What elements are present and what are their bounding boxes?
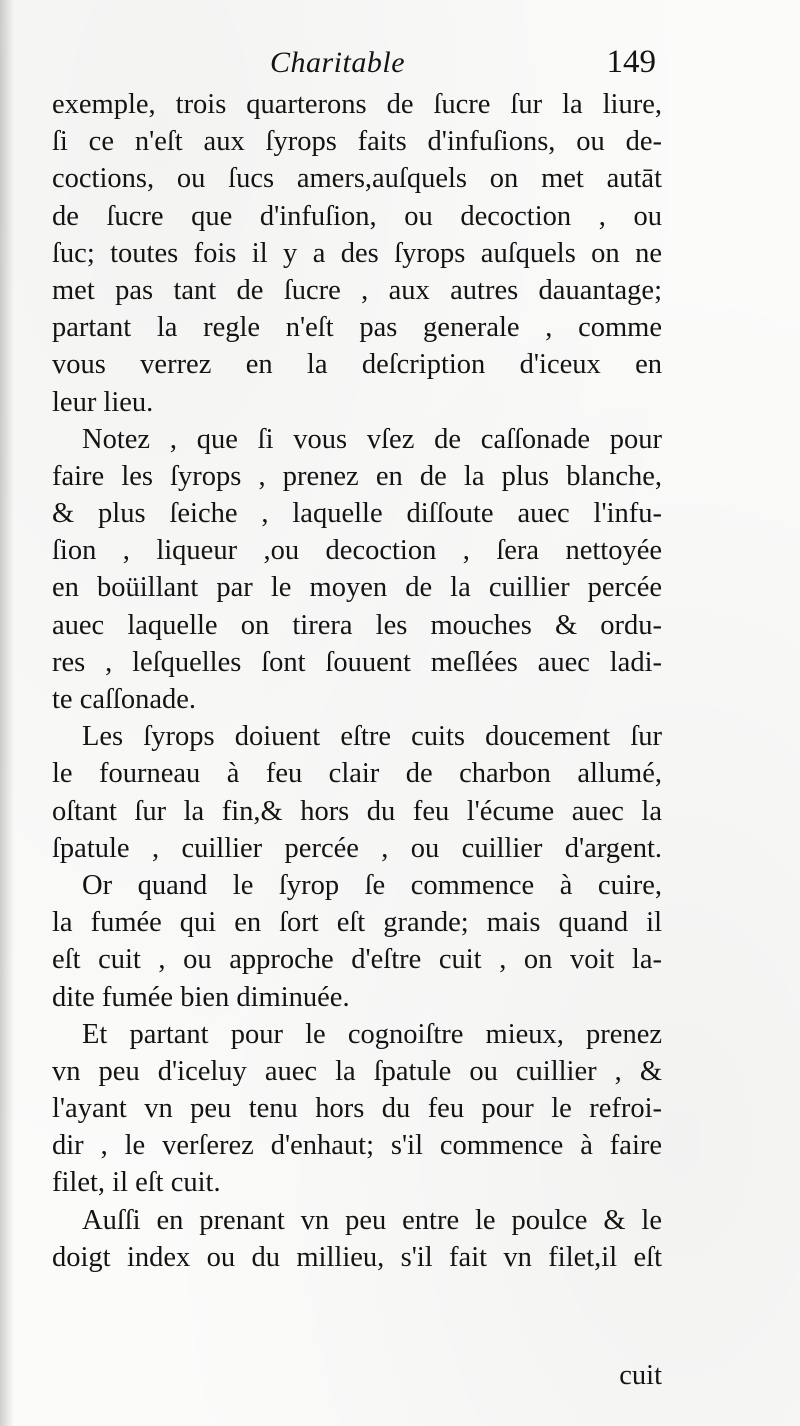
text-line: eſt cuit , ou approche d'eſtre cuit , on voit la- xyxy=(52,944,662,976)
text-line: de ſucre que d'infuſion, ou decoction , ou xyxy=(52,200,662,232)
text-line: le fourneau à feu clair de charbon allumé, xyxy=(52,758,662,790)
catchword: cuit xyxy=(619,1360,662,1391)
text-line: Les ſyrops doiuent eſtre cuits doucement ſur xyxy=(82,721,662,753)
text-line: filet, il eſt cuit. xyxy=(52,1167,221,1199)
text-line: dite fumée bien diminuée. xyxy=(52,981,350,1013)
text-line: la fumée qui en ſort eſt grande; mais quand il xyxy=(52,907,662,939)
text-line: & plus ſeiche , laquelle diſſoute auec l'infu- xyxy=(52,498,662,530)
page-header xyxy=(52,42,662,90)
text-line: dir , le verſerez d'enhaut; s'il commence à faire xyxy=(52,1130,662,1162)
text-line: oſtant ſur la fin,& hors du feu l'écume auec la xyxy=(52,795,662,827)
text-line: leur lieu. xyxy=(52,386,154,418)
text-line: l'ayant vn peu tenu hors du feu pour le refroi- xyxy=(52,1093,662,1125)
text-line: auec laquelle on tirera les mouches & ordu- xyxy=(52,609,662,641)
text-line: Notez , que ſi vous vſez de caſſonade pour xyxy=(82,423,662,455)
text-line: ſuc; toutes fois il y a des ſyrops auſquels on ne xyxy=(52,237,662,269)
text-line: res , leſquelles ſont ſouuent meſlées auec ladi- xyxy=(52,646,662,678)
text-line: partant la regle n'eſt pas generale , comme xyxy=(52,312,662,344)
text-line: met pas tant de ſucre , aux autres dauantage; xyxy=(52,274,662,306)
text-line: ſi ce n'eſt aux ſyrops faits d'infuſions, ou de- xyxy=(52,126,662,158)
text-line: ſion , liqueur ,ou decoction , ſera nettoyée xyxy=(52,535,662,567)
page-gutter-shadow xyxy=(0,0,14,1426)
text-line: en boüillant par le moyen de la cuillier percée xyxy=(52,572,662,604)
text-line: coctions, ou ſucs amers,auſquels on met autāt xyxy=(52,163,662,195)
text-line: Et partant pour le cognoiſtre mieux, prenez xyxy=(82,1018,662,1050)
running-head: Charitable xyxy=(270,46,406,79)
text-line: vous verrez en la deſcription d'iceux en xyxy=(52,349,662,381)
page-number: 149 xyxy=(606,44,656,80)
text-line: te caſſonade. xyxy=(52,684,197,715)
text-line: doigt index ou du millieu, s'il fait vn filet,il eſt xyxy=(52,1241,662,1273)
text-line: faire les ſyrops , prenez en de la plus blanche, xyxy=(52,460,662,492)
body-text xyxy=(52,86,662,1276)
text-line: Or quand le ſyrop ſe commence à cuire, xyxy=(82,869,662,901)
text-line: vn peu d'iceluy auec la ſpatule ou cuillier , & xyxy=(52,1055,662,1087)
text-line: Auſſi en prenant vn peu entre le poulce & le xyxy=(82,1204,662,1236)
text-line: ſpatule , cuillier percée , ou cuillier d'argent. xyxy=(52,832,662,864)
text-line: exemple, trois quarterons de ſucre ſur la liure, xyxy=(52,89,662,120)
